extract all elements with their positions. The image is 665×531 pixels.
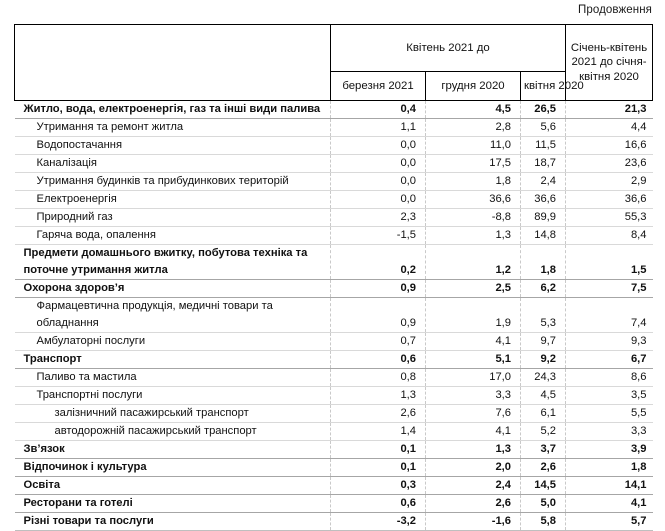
row-value-cell xyxy=(331,209,426,227)
row-value-cell xyxy=(426,459,521,477)
row-value: 5,8 xyxy=(540,515,557,527)
row-value: 18,7 xyxy=(534,157,557,169)
row-value-cell xyxy=(426,209,521,227)
row-value: 0,6 xyxy=(400,353,416,365)
row-value: 2,0 xyxy=(495,461,511,473)
row-value-cell xyxy=(331,333,426,351)
row-value-cell xyxy=(521,459,566,477)
row-value-cell xyxy=(521,351,566,369)
row-label-cell xyxy=(15,351,331,369)
row-value-cell xyxy=(521,369,566,387)
row-value-cell xyxy=(566,155,653,173)
row-value-cell xyxy=(566,477,653,495)
header-group-title: Квітень 2021 до xyxy=(331,25,566,72)
table-row xyxy=(15,369,653,387)
row-value: 1,3 xyxy=(495,229,511,241)
row-value-cell xyxy=(426,298,521,333)
row-value: 7,6 xyxy=(495,407,511,419)
row-value-cell xyxy=(566,351,653,369)
row-value-cell xyxy=(426,245,521,280)
row-value: 4,5 xyxy=(540,389,557,401)
row-value: 4,1 xyxy=(495,335,511,347)
row-value: 0,9 xyxy=(400,282,416,294)
row-label: Гаряча вода, опалення xyxy=(36,229,156,241)
continuation-label: Продовження xyxy=(577,4,652,16)
row-value-cell xyxy=(426,513,521,531)
row-value: 14,5 xyxy=(534,479,557,491)
row-label: Житло, вода, електроенергія, газ та інші види палива xyxy=(23,103,321,115)
row-label-cell xyxy=(15,298,331,333)
row-value: 0,1 xyxy=(400,443,416,455)
row-value: 24,3 xyxy=(534,371,557,383)
row-label: Освіта xyxy=(23,479,61,491)
row-value: 1,3 xyxy=(400,389,416,401)
row-value-cell xyxy=(331,227,426,245)
row-value-cell xyxy=(426,137,521,155)
row-value: 0,0 xyxy=(400,193,416,205)
row-label: залізничний пасажирський транспорт xyxy=(54,407,249,419)
row-value-cell xyxy=(426,441,521,459)
row-value-cell xyxy=(566,298,653,333)
row-label-cell xyxy=(15,423,331,441)
row-label: Природний газ xyxy=(36,211,113,223)
table-row xyxy=(15,137,653,155)
row-value: 9,3 xyxy=(630,335,647,347)
row-label-cell xyxy=(15,101,331,119)
table-row xyxy=(15,423,653,441)
row-value-cell xyxy=(426,351,521,369)
row-value-cell xyxy=(426,405,521,423)
row-value-cell xyxy=(521,137,566,155)
row-value-cell xyxy=(426,173,521,191)
row-value: 0,6 xyxy=(400,497,416,509)
row-label-cell xyxy=(15,209,331,227)
row-label: Різні товари та послуги xyxy=(23,515,154,527)
row-value: 0,7 xyxy=(400,335,416,347)
row-value: 14,8 xyxy=(534,229,557,241)
row-value: -3,2 xyxy=(396,515,416,527)
row-value: 9,7 xyxy=(540,335,557,347)
row-label: Предмети домашнього вжитку, побутова техніка та поточне утримання житла xyxy=(23,247,308,276)
row-label-cell xyxy=(15,477,331,495)
row-value-cell xyxy=(521,513,566,531)
row-value-cell xyxy=(521,298,566,333)
row-value: 36,6 xyxy=(624,193,647,205)
row-value-cell xyxy=(566,423,653,441)
row-value-cell xyxy=(331,369,426,387)
row-value: 5,5 xyxy=(630,407,647,419)
row-value-cell xyxy=(331,137,426,155)
row-value-cell xyxy=(521,423,566,441)
row-label: Паливо та мастила xyxy=(36,371,137,383)
row-value-cell xyxy=(566,459,653,477)
row-label-cell xyxy=(15,280,331,298)
row-value-cell xyxy=(426,119,521,137)
row-value: 3,5 xyxy=(630,389,647,401)
row-value-cell xyxy=(566,245,653,280)
row-value-cell xyxy=(331,423,426,441)
row-value: 9,2 xyxy=(540,353,557,365)
row-value: 11,5 xyxy=(535,139,557,151)
row-value-cell xyxy=(331,459,426,477)
row-value: 2,6 xyxy=(400,407,416,419)
row-label: Охорона здоров’я xyxy=(23,282,125,294)
row-value: 2,9 xyxy=(630,175,647,187)
row-label: Утримання будинків та прибудинкових територій xyxy=(36,175,289,187)
table-row xyxy=(15,101,653,119)
row-value-cell xyxy=(331,119,426,137)
row-value-cell xyxy=(566,137,653,155)
row-value: 1,8 xyxy=(495,175,511,187)
row-value-cell xyxy=(331,387,426,405)
header-subcolumn-1: березня 2021 xyxy=(331,72,426,101)
row-value: 89,9 xyxy=(534,211,557,223)
row-label-cell xyxy=(15,333,331,351)
table-row xyxy=(15,513,653,531)
row-value-cell xyxy=(426,333,521,351)
row-value-cell xyxy=(566,209,653,227)
table-row xyxy=(15,280,653,298)
header-subcolumn-2: грудня 2020 xyxy=(426,72,521,101)
row-value-cell xyxy=(331,405,426,423)
row-value: 2,4 xyxy=(540,175,557,187)
row-value: 5,2 xyxy=(540,425,557,437)
row-value: 5,1 xyxy=(495,353,511,365)
table-row xyxy=(15,351,653,369)
row-value: 55,3 xyxy=(624,211,647,223)
row-value-cell xyxy=(331,173,426,191)
table-row xyxy=(15,441,653,459)
table-row xyxy=(15,173,653,191)
table-row xyxy=(15,459,653,477)
row-value: 2,5 xyxy=(495,282,511,294)
row-label: Електроенергія xyxy=(36,193,117,205)
row-value-cell xyxy=(566,280,653,298)
row-label-cell xyxy=(15,155,331,173)
row-value-cell xyxy=(331,191,426,209)
row-value-cell xyxy=(331,441,426,459)
row-value-cell xyxy=(521,209,566,227)
row-value-cell xyxy=(426,191,521,209)
row-value: 11,0 xyxy=(490,139,511,151)
row-value: 4,1 xyxy=(630,497,647,509)
row-label: Водопостачання xyxy=(36,139,123,151)
row-label-cell xyxy=(15,173,331,191)
row-value-cell xyxy=(331,477,426,495)
row-value: 0,0 xyxy=(400,139,416,151)
row-value-cell xyxy=(521,227,566,245)
row-label: Фармацевтична продукція, медичні товари та обладнання xyxy=(36,300,273,329)
row-value: 17,5 xyxy=(489,157,511,169)
row-value: 5,7 xyxy=(630,515,647,527)
row-value-cell xyxy=(426,477,521,495)
table-row xyxy=(15,405,653,423)
row-label-cell xyxy=(15,191,331,209)
row-value: 8,4 xyxy=(630,229,647,241)
row-value: 14,1 xyxy=(624,479,647,491)
table-row xyxy=(15,245,653,280)
row-value: 17,0 xyxy=(489,371,511,383)
row-value: 0,4 xyxy=(400,103,416,115)
row-value-cell xyxy=(331,351,426,369)
row-value-cell xyxy=(426,155,521,173)
row-value-cell xyxy=(521,477,566,495)
row-value: -8,8 xyxy=(491,211,511,223)
row-value-cell xyxy=(331,280,426,298)
row-label: автодорожній пасажирський транспорт xyxy=(54,425,257,437)
row-label-cell xyxy=(15,137,331,155)
row-value: 8,6 xyxy=(630,371,647,383)
row-value: 3,7 xyxy=(540,443,557,455)
row-value: 0,0 xyxy=(400,157,416,169)
table-row xyxy=(15,387,653,405)
row-value: 36,6 xyxy=(534,193,557,205)
header-last-column: Січень-квітень 2021 до січня-квітня 2020 xyxy=(566,25,653,101)
table-row xyxy=(15,477,653,495)
row-value-cell xyxy=(566,387,653,405)
row-value-cell xyxy=(521,155,566,173)
row-value-cell xyxy=(521,333,566,351)
row-value: 7,4 xyxy=(630,317,647,329)
row-value: 2,6 xyxy=(540,461,557,473)
header-corner-cell xyxy=(15,25,331,101)
row-value-cell xyxy=(566,191,653,209)
row-value-cell xyxy=(521,119,566,137)
row-label-cell xyxy=(15,513,331,531)
row-value-cell xyxy=(521,405,566,423)
row-label: Каналізація xyxy=(36,157,97,169)
row-value-cell xyxy=(521,280,566,298)
row-value: 1,1 xyxy=(400,121,416,133)
table-row xyxy=(15,155,653,173)
row-label: Зв’язок xyxy=(23,443,65,455)
row-value-cell xyxy=(566,513,653,531)
row-value-cell xyxy=(566,333,653,351)
row-value: 5,6 xyxy=(540,121,557,133)
statistics-table xyxy=(14,24,653,531)
row-value-cell xyxy=(331,298,426,333)
row-value-cell xyxy=(426,423,521,441)
row-value: 4,1 xyxy=(495,425,511,437)
row-value: 4,4 xyxy=(630,121,647,133)
row-label: Ресторани та готелі xyxy=(23,497,133,509)
row-label-cell xyxy=(15,245,331,280)
row-value: -1,6 xyxy=(491,515,511,527)
row-label-cell xyxy=(15,405,331,423)
row-label-cell xyxy=(15,459,331,477)
row-value-cell xyxy=(426,387,521,405)
row-value: 1,3 xyxy=(495,443,511,455)
row-label-cell xyxy=(15,387,331,405)
row-value: 2,3 xyxy=(400,211,416,223)
row-value-cell xyxy=(426,369,521,387)
row-value-cell xyxy=(331,513,426,531)
row-value: 3,3 xyxy=(630,425,647,437)
row-value: 4,5 xyxy=(495,103,511,115)
row-value-cell xyxy=(426,280,521,298)
row-value: 16,6 xyxy=(624,139,647,151)
row-value: 0,2 xyxy=(400,264,416,276)
row-value: 6,2 xyxy=(540,282,557,294)
table-row xyxy=(15,209,653,227)
row-value: 6,7 xyxy=(630,353,647,365)
row-label-cell xyxy=(15,227,331,245)
row-value: 3,9 xyxy=(630,443,647,455)
row-label: Утримання та ремонт житла xyxy=(36,121,184,133)
table-body xyxy=(15,101,653,531)
row-value: 1,8 xyxy=(540,264,557,276)
row-value: 3,3 xyxy=(495,389,511,401)
row-value-cell xyxy=(521,101,566,119)
table-row xyxy=(15,119,653,137)
row-value: 1,5 xyxy=(630,264,647,276)
row-value: 36,6 xyxy=(489,193,511,205)
row-value-cell xyxy=(521,245,566,280)
row-label-cell xyxy=(15,369,331,387)
row-label-cell xyxy=(15,119,331,137)
row-value: 0,0 xyxy=(400,175,416,187)
row-value-cell xyxy=(566,405,653,423)
table-row xyxy=(15,227,653,245)
row-value: 23,6 xyxy=(624,157,647,169)
row-value: 2,6 xyxy=(495,497,511,509)
row-value-cell xyxy=(566,101,653,119)
row-value: 21,3 xyxy=(624,103,647,115)
row-value-cell xyxy=(521,441,566,459)
row-value-cell xyxy=(566,227,653,245)
row-value: 2,4 xyxy=(495,479,511,491)
row-value: 5,3 xyxy=(540,317,557,329)
table-row xyxy=(15,333,653,351)
row-value: 1,4 xyxy=(400,425,416,437)
row-value-cell xyxy=(331,155,426,173)
row-label: Транспорт xyxy=(23,353,82,365)
row-value-cell xyxy=(521,191,566,209)
row-value: 26,5 xyxy=(534,103,557,115)
row-value: 7,5 xyxy=(630,282,647,294)
row-value-cell xyxy=(331,101,426,119)
row-value: 5,0 xyxy=(540,497,557,509)
row-value: 0,9 xyxy=(400,317,416,329)
row-label-cell xyxy=(15,441,331,459)
row-value: 0,1 xyxy=(400,461,416,473)
table-row xyxy=(15,191,653,209)
row-value-cell xyxy=(521,173,566,191)
row-value: 1,8 xyxy=(630,461,647,473)
row-value: 1,9 xyxy=(495,317,511,329)
row-value: 0,3 xyxy=(400,479,416,491)
row-value-cell xyxy=(426,227,521,245)
row-value: 1,2 xyxy=(495,264,511,276)
row-value: 6,1 xyxy=(540,407,557,419)
row-value: 0,8 xyxy=(400,371,416,383)
row-label: Транспортні послуги xyxy=(36,389,143,401)
row-value-cell xyxy=(521,387,566,405)
row-value-cell xyxy=(566,173,653,191)
row-label: Амбулаторні послуги xyxy=(36,335,146,347)
row-value-cell xyxy=(566,369,653,387)
table-header xyxy=(15,25,653,101)
row-value: 2,8 xyxy=(495,121,511,133)
header-subcolumn-3: квітня 2020 xyxy=(521,72,566,101)
row-value-cell xyxy=(566,119,653,137)
row-value-cell xyxy=(426,101,521,119)
row-label: Відпочинок і культура xyxy=(23,461,147,473)
row-value-cell xyxy=(331,245,426,280)
table-row xyxy=(15,298,653,333)
row-value-cell xyxy=(566,441,653,459)
row-value: -1,5 xyxy=(396,229,416,241)
